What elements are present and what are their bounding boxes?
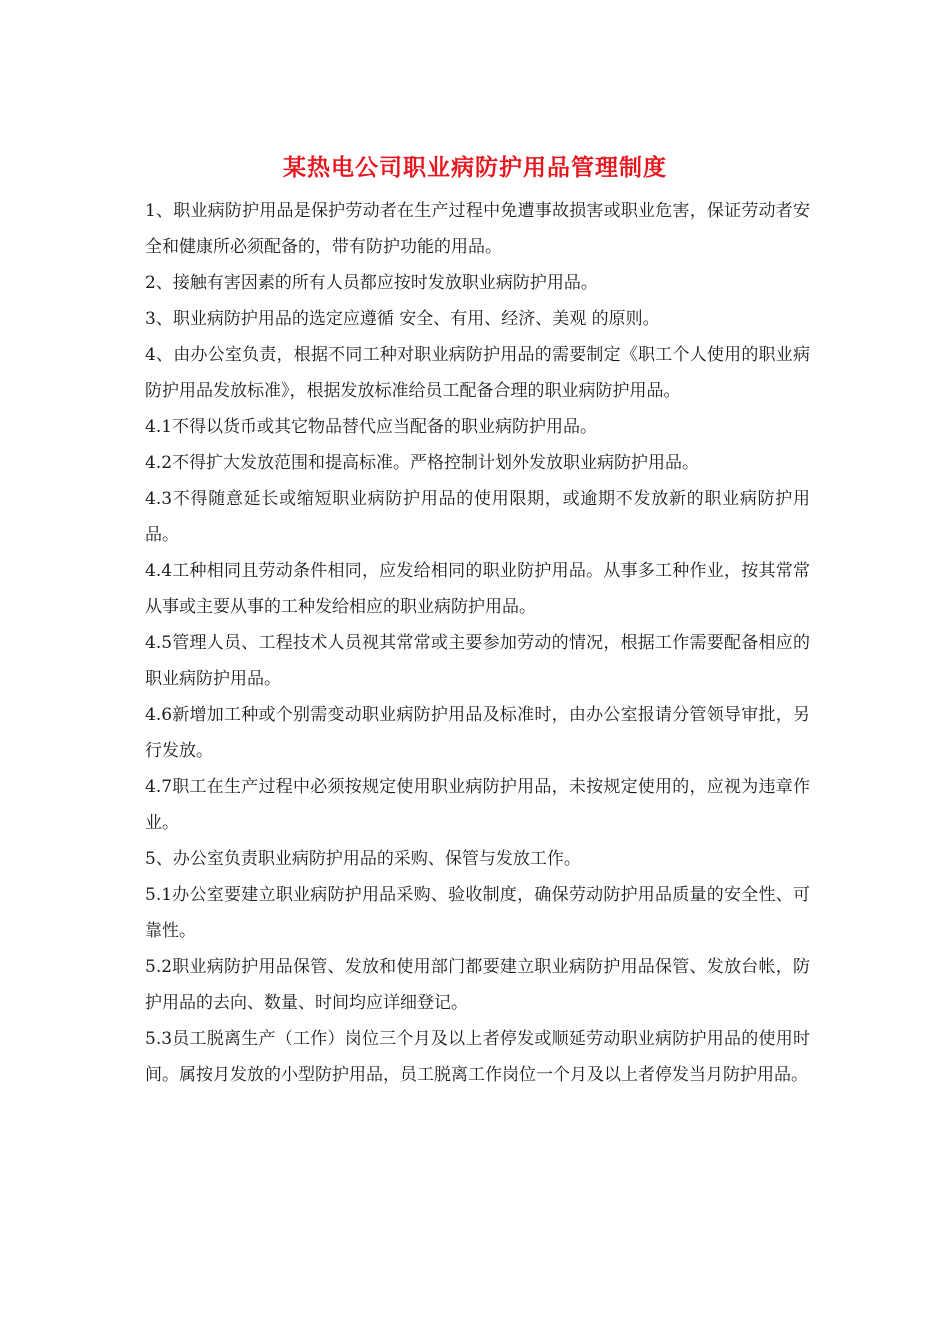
paragraph-4-6: 4.6新增加工种或个别需变动职业病防护用品及标准时，由办公室报请分管领导审批，另行发放。: [145, 705, 810, 761]
paragraph-5-2: 5.2职业病防护用品保管、发放和使用部门都要建立职业病防护用品保管、发放台帐，防护用品的去向、数量、时间均应详细登记。: [145, 957, 810, 1013]
paragraph-4-4: 4.4工种相同且劳动条件相同，应发给相同的职业防护用品。从事多工种作业，按其常常从事或主要从事的工种发给相应的职业病防护用品。: [145, 561, 810, 617]
document-body: [145, 193, 810, 1093]
document-title: 某热电公司职业病防护用品管理制度: [283, 154, 667, 181]
paragraph-1: 1、职业病防护用品是保护劳动者在生产过程中免遭事故损害或职业危害，保证劳动者安全和健康所必须配备的，带有防护功能的用品。: [145, 201, 810, 257]
paragraph-5-3: 5.3员工脱离生产（工作）岗位三个月及以上者停发或顺延劳动职业病防护用品的使用时间。属按月发放的小型防护用品，员工脱离工作岗位一个月及以上者停发当月防护用品。: [145, 1029, 810, 1085]
paragraph-3: 3、职业病防护用品的选定应遵循 安全、有用、经济、美观 的原则。: [145, 309, 660, 329]
paragraph-4-2: 4.2不得扩大发放范围和提高标准。严格控制计划外发放职业病防护用品。: [145, 453, 700, 473]
paragraph-2: 2、接触有害因素的所有人员都应按时发放职业病防护用品。: [145, 273, 598, 293]
paragraph-4-3: 4.3不得随意延长或缩短职业病防护用品的使用限期，或逾期不发放新的职业病防护用品。: [145, 489, 810, 545]
paragraph-4: 4、由办公室负责，根据不同工种对职业病防护用品的需要制定《职工个人使用的职业病防护用品发放标准》，根据发放标准给员工配备合理的职业病防护用品。: [145, 345, 810, 401]
paragraph-4-5: 4.5管理人员、工程技术人员视其常常或主要参加劳动的情况，根据工作需要配备相应的职业病防护用品。: [145, 633, 810, 689]
paragraph-4-1: 4.1不得以货币或其它物品替代应当配备的职业病防护用品。: [145, 417, 598, 437]
paragraph-5-1: 5.1办公室要建立职业病防护用品采购、验收制度，确保劳动防护用品质量的安全性、可靠性。: [145, 885, 810, 941]
paragraph-4-7: 4.7职工在生产过程中必须按规定使用职业病防护用品，未按规定使用的，应视为违章作业。: [145, 777, 810, 833]
paragraph-5: 5、办公室负责职业病防护用品的采购、保管与发放工作。: [145, 849, 581, 869]
